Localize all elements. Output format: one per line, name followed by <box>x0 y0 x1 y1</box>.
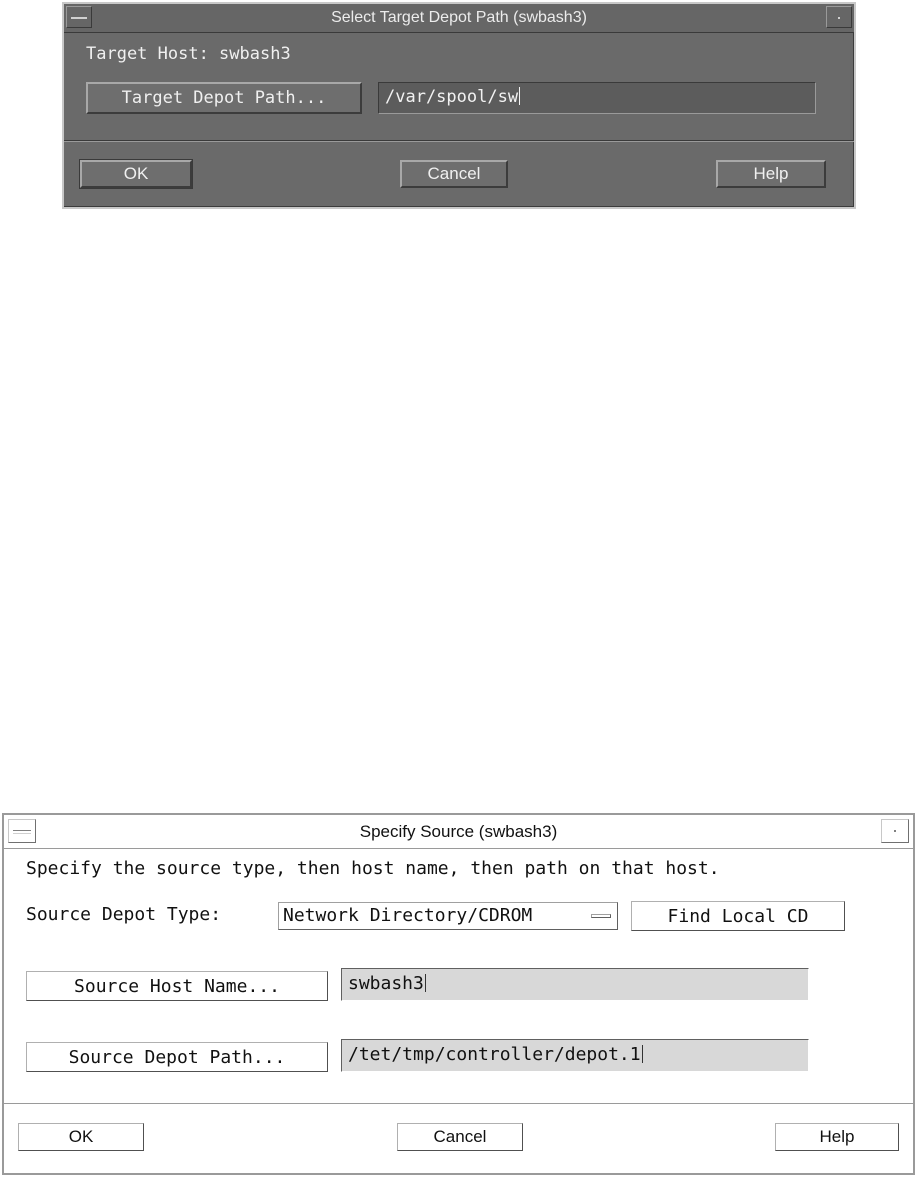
help-button[interactable]: Help <box>775 1123 899 1151</box>
text-cursor <box>425 974 426 992</box>
find-local-cd-button[interactable]: Find Local CD <box>631 901 845 931</box>
source-depot-type-label: Source Depot Type: <box>26 904 222 925</box>
source-host-name-input[interactable] <box>341 968 809 1001</box>
cancel-button[interactable]: Cancel <box>397 1123 523 1151</box>
ok-button[interactable]: OK <box>80 160 192 188</box>
minimize-icon[interactable] <box>826 6 852 28</box>
title-bar[interactable] <box>4 815 913 849</box>
target-depot-dialog <box>62 2 856 209</box>
target-depot-path-input[interactable] <box>378 82 816 114</box>
minimize-icon[interactable] <box>881 819 909 843</box>
source-depot-path-value: /tet/tmp/controller/depot.1 <box>348 1044 641 1065</box>
divider <box>4 1103 913 1104</box>
source-depot-type-select[interactable] <box>278 902 618 930</box>
source-depot-type-value: Network Directory/CDROM <box>283 905 533 926</box>
title-bar[interactable] <box>64 4 854 33</box>
specify-source-dialog <box>2 813 915 1175</box>
divider <box>64 140 854 142</box>
option-menu-indicator-icon <box>591 914 611 918</box>
cancel-button[interactable]: Cancel <box>400 160 508 188</box>
source-depot-path-button[interactable]: Source Depot Path... <box>26 1042 328 1072</box>
dialog-title: Select Target Depot Path (swbash3) <box>331 9 587 26</box>
text-cursor <box>642 1045 643 1063</box>
target-host-label: Target Host: swbash3 <box>86 44 291 64</box>
source-depot-path-input[interactable] <box>341 1039 809 1072</box>
target-depot-path-button[interactable]: Target Depot Path... <box>86 82 362 114</box>
instructions-text: Specify the source type, then host name, then path on that host. <box>26 858 720 879</box>
source-host-name-button[interactable]: Source Host Name... <box>26 971 328 1001</box>
source-host-name-value: swbash3 <box>348 973 424 994</box>
window-menu-icon[interactable] <box>66 6 92 28</box>
dialog-title: Specify Source (swbash3) <box>359 822 558 841</box>
target-depot-path-value: /var/spool/sw <box>385 87 519 107</box>
ok-button[interactable]: OK <box>18 1123 144 1151</box>
text-cursor <box>519 87 520 105</box>
window-menu-icon[interactable] <box>8 819 36 843</box>
help-button[interactable]: Help <box>716 160 826 188</box>
